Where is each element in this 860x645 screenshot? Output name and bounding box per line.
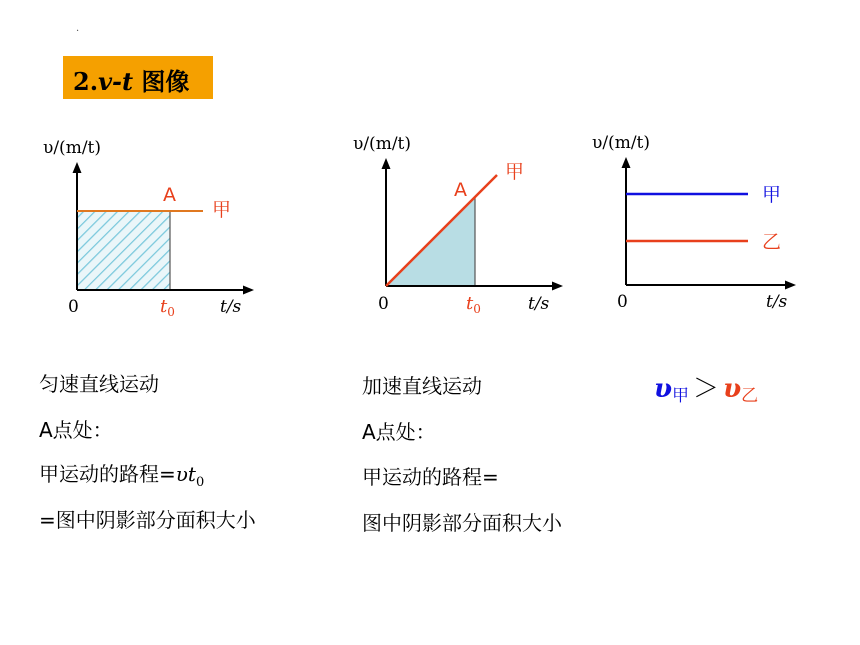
- graph3-y-axis-label: υ/(m/t): [592, 133, 651, 153]
- mid-text-line4: 图中阴影部分面积大小: [362, 511, 562, 535]
- graph1-shaded-area: [77, 211, 170, 290]
- graph2-x-axis-label: t/s: [528, 294, 550, 314]
- left-text-line1: 匀速直线运动: [39, 372, 159, 396]
- mid-text-line1: 加速直线运动: [362, 374, 482, 398]
- graph-accelerated-motion: [353, 134, 563, 316]
- graph3-origin: 0: [617, 292, 628, 312]
- title-suffix: 图像: [133, 67, 190, 96]
- graph1-y-arrow: [73, 162, 82, 173]
- graph3-x-axis-label: t/s: [766, 292, 788, 312]
- graph1-x-arrow: [243, 286, 254, 295]
- left-text-line3: 甲运动的路程$=\upsilon t_0$: [39, 462, 205, 490]
- title-variable: v-t: [98, 67, 134, 96]
- graph-uniform-motion: [43, 138, 254, 319]
- graph3-y-arrow: [622, 157, 631, 168]
- graph3-line1-label: 甲: [762, 184, 782, 206]
- graph1-t0-label: $t_0$: [160, 296, 175, 319]
- graph3-x-arrow: [785, 281, 796, 290]
- graph2-y-axis-label: υ/(m/t): [353, 134, 412, 154]
- mid-text-line3: 甲运动的路程=: [362, 465, 499, 489]
- velocity-comparison: $\upsilon_甲 > \upsilon_乙$: [654, 374, 759, 406]
- graph1-origin: 0: [68, 297, 79, 317]
- title-number: 2.: [73, 67, 99, 96]
- decorative-dot: ·: [76, 26, 80, 37]
- graph2-point-label: A: [454, 179, 467, 201]
- graph1-line-label: 甲: [212, 199, 232, 221]
- graph2-line-label: 甲: [505, 161, 525, 183]
- left-text-line2: A点处：: [39, 418, 113, 442]
- graph2-y-arrow: [382, 158, 391, 169]
- graph1-x-axis-label: t/s: [220, 297, 242, 317]
- graph2-t0-label: $t_0$: [466, 293, 481, 316]
- mid-text-line2: A点处：: [362, 420, 436, 444]
- graph2-x-arrow: [552, 282, 563, 291]
- left-text-line4: =图中阴影部分面积大小: [39, 508, 256, 532]
- graph3-line2-label: 乙: [762, 231, 782, 253]
- graph2-origin: 0: [378, 294, 389, 314]
- graph1-point-label: A: [163, 184, 176, 206]
- graph1-y-axis-label: υ/(m/t): [43, 138, 102, 158]
- graph-comparison: [592, 133, 796, 312]
